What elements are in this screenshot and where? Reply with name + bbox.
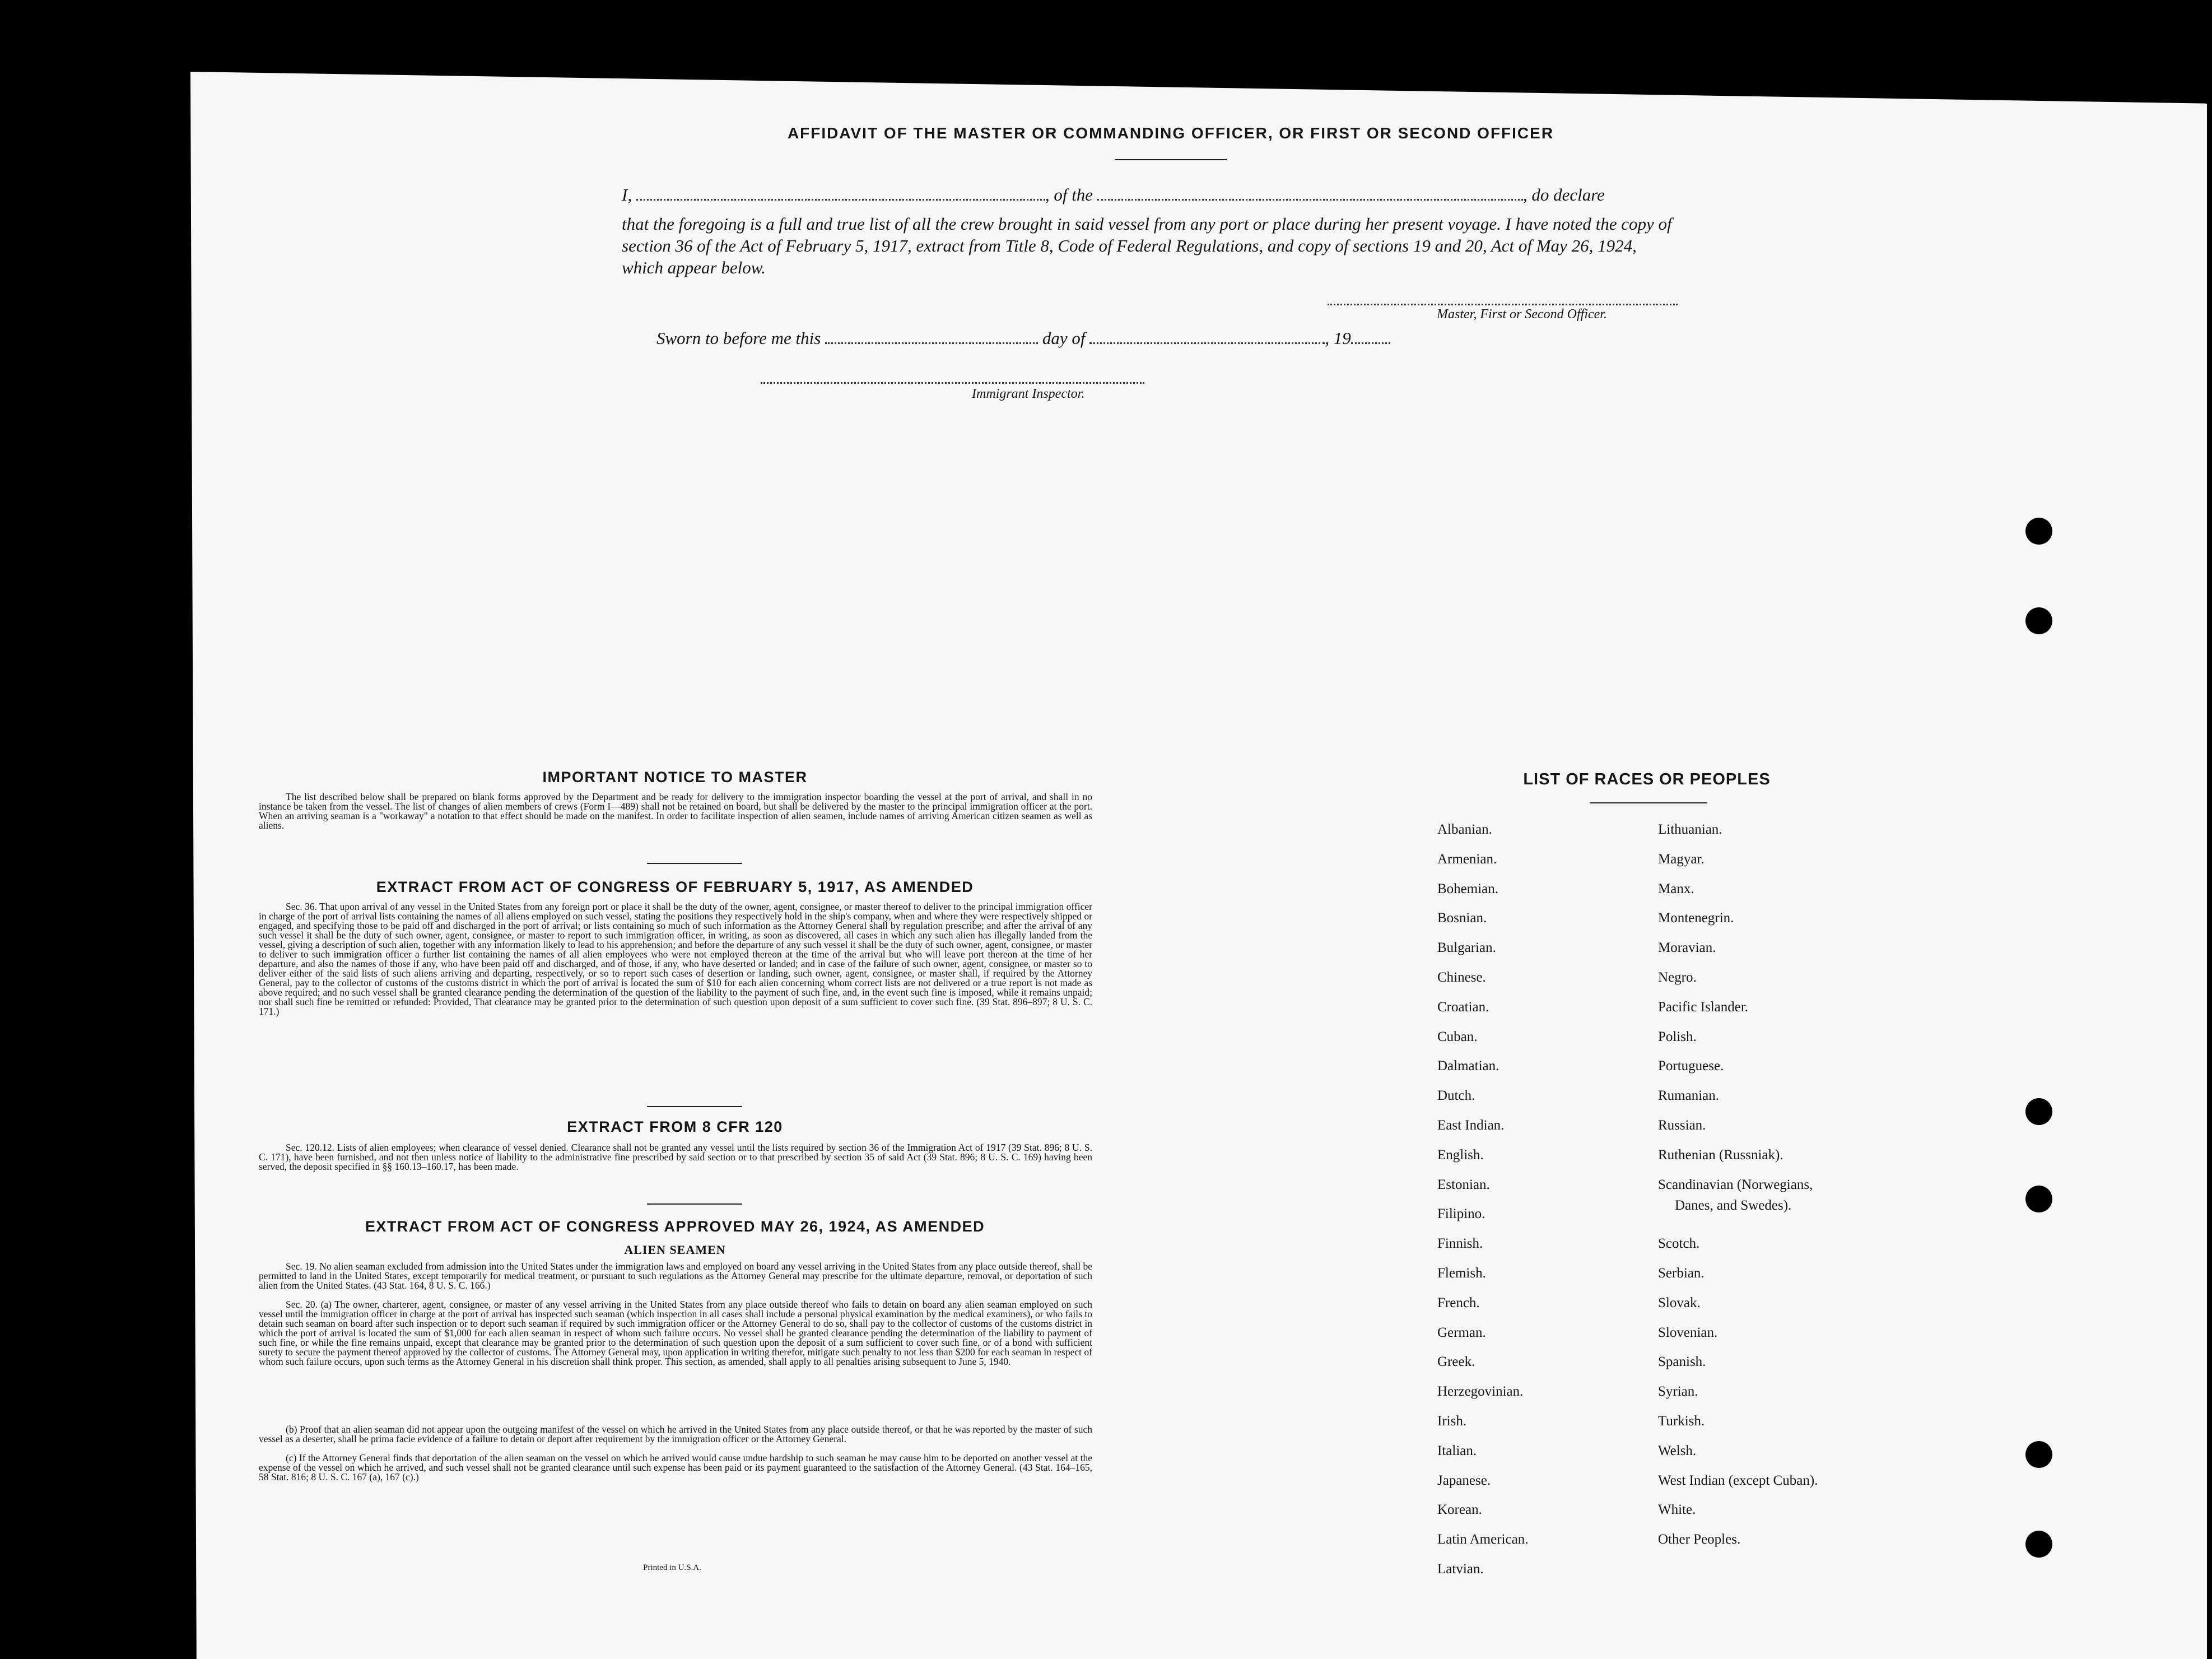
punch-hole [2025,1186,2052,1212]
race-item: Spanish. [1658,1354,1706,1370]
declare-text: , do declare [1522,185,1605,205]
vessel-field[interactable] [1097,187,1523,201]
race-item: White. [1658,1502,1696,1518]
affidavit-line-1 [622,185,1605,205]
punch-hole [2025,1441,2052,1468]
name-field[interactable] [636,187,1045,201]
year-text: , 19 [1325,328,1351,348]
race-item: Turkish. [1658,1414,1705,1429]
of-the-text: , of the [1045,185,1093,205]
affidavit-title: AFFIDAVIT OF THE MASTER OR COMMANDING OFFICER, OR FIRST OR SECOND OFFICER [787,124,1554,142]
act-1924-title: EXTRACT FROM ACT OF CONGRESS APPROVED MAY 26, 1924, AS AMENDED [365,1218,985,1235]
race-item: Bohemian. [1437,881,1499,896]
race-item: Slovenian. [1658,1325,1718,1340]
race-item: West Indian (except Cuban). [1658,1472,1818,1488]
section-rule [647,1203,742,1205]
races-rule [1590,802,1707,803]
race-item: Serbian. [1658,1266,1705,1281]
pronoun-text: I, [622,185,632,205]
sec20c-text: (c) If the Attorney General finds that deportation of the alien seaman on the vessel on which he arrived would cause undue hardship to such seaman he may cause him to be deported on another vessel at the expense of the vessel on which he arrived, and such vessel shall not be granted clearance until such expense has been paid or its payment guaranteed to the satisfaction of the Attorney General. (43 Stat. 164–165, 58 Stat. 816; 8 U. S. C. 167 (a), 167 (c).) [259,1452,1092,1483]
race-item: Croatian. [1437,999,1489,1015]
alien-seamen-subtitle: ALIEN SEAMEN [624,1243,726,1257]
race-item: Dutch. [1437,1088,1475,1104]
race-item: Bulgarian. [1437,940,1496,956]
inspector-signature-label: Immigrant Inspector. [972,387,1085,401]
inspector-signature-field[interactable] [761,370,1144,384]
race-item: Moravian. [1658,940,1716,956]
sworn-line [656,328,1390,348]
master-signature-label: Master, First or Second Officer. [1437,307,1607,322]
race-item: Polish. [1658,1029,1697,1044]
title-rule [1115,159,1227,160]
race-item: East Indian. [1437,1118,1505,1133]
race-item: Magyar. [1658,851,1705,867]
race-item: Slovak. [1658,1295,1701,1311]
act-1917-text: Sec. 36. That upon arrival of any vessel in the United States from any foreign port or place it shall be the duty of the owner, agent, consignee, or master thereof to deliver to the principal immigration officer in charge of the port of arrival lists containing the names of all aliens employed on such vessel, stating the positions they respectively hold in the ship's company, when and where they were respectively shipped or engaged, and specifying those to be paid off and discharged in the port of arrival; or lists containing so much of such information as the Attorney General shall by regulation prescribe; and after the arrival of any such vessel it shall be the duty of such owner, agent, consignee, or master to report to such immigration officer, in writing, as soon as discovered, all cases in which any such alien has illegally landed from the vessel, giving a description of such alien, together with any information likely to lead to his apprehension; and before the departure of any such vessel it shall be the duty of such owner, agent, consignee, or master to deliver to such immigration officer a further list containing the names of all alien employees who were not employed thereon at the time of the arrival but who will leave port thereon at the time of her departure, and also the names of those if any, who have been paid off and discharged, and of those, if any, who have deserted or landed; and in case of the failure of such owner, agent, consignee, or master so to deliver either of the said lists of such aliens arriving and departing, respectively, or so to report such cases of desertion or landing, such owner, agent, consignee, or master shall, if required by the Attorney General, pay to the collector of customs of the customs district in which the port of arrival is located the sum of $10 for each alien concerning whom correct lists are not delivered or a true report is not made as above required; and no such vessel shall be granted clearance pending the determination of the question of the liability to the payment of such fine, and, in the event such fine is imposed, while it remains unpaid; nor shall such fine be remitted or refunded: Provided, That clearance may be granted prior to the determination of such question upon deposit of a sum sufficient to cover such fine. (39 Stat. 896–897; 8 U. S. C. 171.) [259,901,1092,1017]
race-item: Armenian. [1437,851,1497,867]
sec20b-text: (b) Proof that an alien seaman did not appear upon the outgoing manifest of the vessel on which he arrived in the United States from any place outside thereof, or that he was reported by the master of such vessel as a deserter, shall be prima facie evidence of a failure to detain or deport after requirement by the immigration officer or the Attorney General. [259,1424,1092,1444]
race-item: Cuban. [1437,1029,1478,1044]
race-item: French. [1437,1295,1480,1311]
race-item: Portuguese. [1658,1058,1724,1074]
punch-hole [2025,1531,2052,1558]
race-item: Herzegovinian. [1437,1384,1524,1400]
race-item: Pacific Islander. [1658,999,1749,1015]
race-item: Scandinavian (Norwegians, [1658,1177,1813,1192]
race-item: Welsh. [1658,1443,1697,1458]
race-item-continuation: Danes, and Swedes). [1675,1198,1792,1213]
punch-hole [2025,607,2052,634]
race-item: Montenegrin. [1658,910,1734,926]
notice-title: IMPORTANT NOTICE TO MASTER [542,769,808,786]
race-item: Latin American. [1437,1532,1529,1548]
cfr-text: Sec. 120.12. Lists of alien employees; when clearance of vessel denied. Clearance shall not be granted any vessel until the lists required by section 36 of the Immigration Act of 1917 (39 Stat. 896; 8 U. S. C. 171), have been furnished, and not then unless notice of liability to the administrative fine prescribed by said section or to that prescribed by section 35 of said Act (39 Stat. 896; 8 U. S. C. 169) having been served, the deposit specified in §§ 160.13–160.17, has been made. [259,1142,1092,1172]
notice-text: The list described below shall be prepared on blank forms approved by the Department and be ready for delivery to the immigration inspector boarding the vessel at the port of arrival, and shall in no instance be taken from the vessel. The list of changes of alien members of crews (Form I—489) shall not be retained on board, but shall be delivered by the master to the principal immigration officer at the port. When an arriving seaman is a "workaway" a notation to that effect should be made on the manifest. In order to facilitate inspection of alien seamen, include names of arriving American citizen seamen as well as aliens. [259,791,1092,831]
year-field[interactable] [1351,330,1390,344]
printed-note: Printed in U.S.A. [643,1563,701,1572]
day-of-text: day of [1042,328,1086,348]
cfr-title: EXTRACT FROM 8 CFR 120 [567,1118,783,1135]
race-item: English. [1437,1147,1484,1163]
race-item: Dalmatian. [1437,1058,1499,1074]
race-item: Scotch. [1658,1236,1700,1252]
race-item: Korean. [1437,1502,1482,1518]
race-item: Lithuanian. [1658,822,1722,837]
race-item: Bosnian. [1437,910,1487,926]
act-1917-title: EXTRACT FROM ACT OF CONGRESS OF FEBRUARY 5, 1917, AS AMENDED [376,879,974,895]
sworn-month-field[interactable] [1089,330,1325,344]
race-item: Irish. [1437,1414,1467,1429]
race-item: Negro. [1658,970,1697,985]
race-item: Japanese. [1437,1472,1491,1488]
punch-hole [2025,518,2052,545]
race-item: Italian. [1437,1443,1477,1458]
punch-hole [2025,1098,2052,1125]
race-item: Rumanian. [1658,1088,1720,1104]
sec19-text: Sec. 19. No alien seaman excluded from admission into the United States under the immigration laws and employed on board any vessel arriving in the United States from any place outside thereof, shall be permitted to land in the United States, except temporarily for medical treatment, or pursuant to such regulations as the Attorney General may prescribe for the ultimate departure, removal, or deportation of such alien from the United States. (43 Stat. 164, 8 U. S. C. 166.) [259,1261,1092,1291]
race-item: Filipino. [1437,1206,1485,1222]
sworn-date-field[interactable] [825,330,1038,344]
section-rule [647,863,742,864]
race-item: Greek. [1437,1354,1475,1370]
race-item: Russian. [1658,1118,1706,1133]
race-item: Other Peoples. [1658,1532,1741,1548]
race-item: Finnish. [1437,1236,1483,1252]
section-rule [647,1106,742,1107]
master-signature-field[interactable] [1328,291,1678,305]
sworn-text: Sworn to before me this [656,328,821,348]
sec20a-text: Sec. 20. (a) The owner, charterer, agent, consignee, or master of any vessel arriving in the United States from any place outside thereof who fails to detain on board any alien seaman employed on such vessel until the immigration officer in charge at the port of arrival has inspected such seaman (which inspection in all cases shall include a personal physical examination by the medical examiners), or who fails to detain such seaman on board after such inspection or to deport such seaman if required by such immigration officer or the Attorney General to do so, shall pay to the collector of customs of the customs district in which the port of arrival is located the sum of $1,000 for each alien seaman in respect of whom such failure occurs. No vessel shall be granted clearance pending the determination of the liability to payment of such fine, or while the fine remains unpaid, except that clearance may be granted prior to the determination of such question upon the deposit of a sum sufficient to cover such fine, or of a bond with sufficient surety to secure the payment thereof approved by the collector of customs. The Attorney General may, upon application in writing therefor, mitigate such penalty to not less than $200 for each seaman in respect of whom such failure occurs, upon such terms as the Attorney General in his discretion shall think proper. This section, as amended, shall apply to all penalties arising subsequent to June 5, 1940. [259,1299,1092,1367]
race-item: German. [1437,1325,1486,1340]
race-item: Manx. [1658,881,1694,896]
race-item: Syrian. [1658,1384,1698,1400]
race-item: Flemish. [1437,1266,1486,1281]
form-page [190,72,2207,1659]
affidavit-text: that the foregoing is a full and true list of all the crew brought in said vessel from any port or place during her present voyage. I have noted the copy of section 36 of the Act of February 5, 1917, extract from Title 8, Code of Federal Regulations, and copy of sections 19 and 20, Act of May 26, 1924, which appear below. [622,214,1672,277]
race-item: Estonian. [1437,1177,1490,1192]
race-item: Ruthenian (Russniak). [1658,1147,1783,1163]
race-item: Latvian. [1437,1562,1484,1577]
race-item: Albanian. [1437,822,1492,837]
races-title: LIST OF RACES OR PEOPLES [1523,770,1771,788]
race-item: Chinese. [1437,970,1486,985]
